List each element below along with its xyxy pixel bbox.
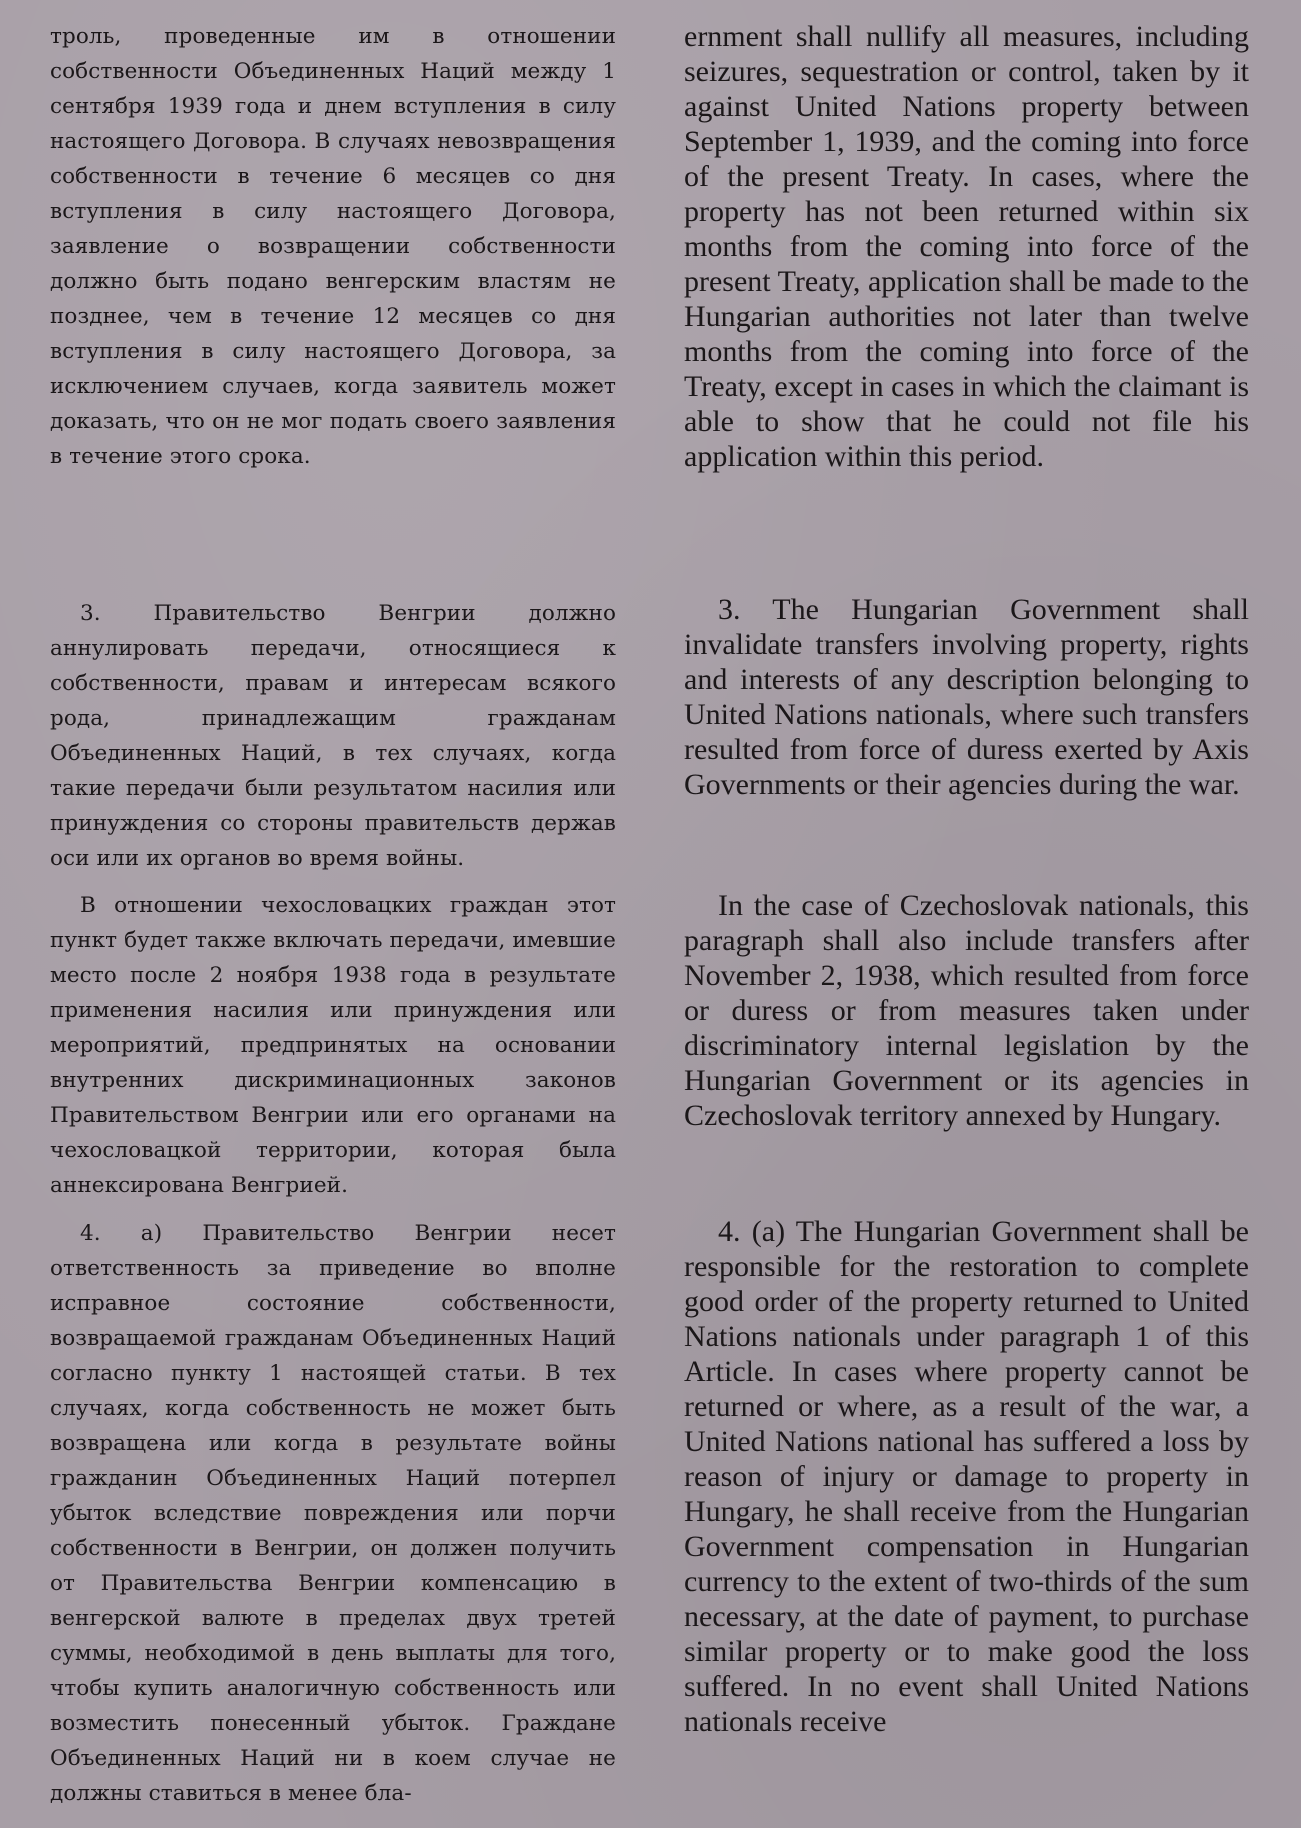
russian-paragraph-3: 3. Правительство Венгрии должно аннулировать передачи, относящиеся к собственности, правам и интересам всякого рода, принадлежащим гражданам Объединенных Наций, в тех случаях, когда такие передачи были результатом насилия или принуждения со стороны правительств держав оси или их органов во время войны.: [50, 601, 616, 871]
russian-paragraph-3-czechoslovak: В отношении чехословацких граждан этот пункт будет также включать передачи, имевшие место после 2 ноября 1938 года в результате применения насилия или принуждения или мероприятий, предпринятых на основании внутренних дискриминационных законов Правительством Венгрии или его органами на чехословацкой территории, которая была аннексирована Венгрией.: [50, 893, 616, 1198]
russian-paragraph-4a: 4. а) Правительство Венгрии несет ответственность за приведение во вполне исправное состояние собственности, возвращаемой гражданам Объединенных Наций согласно пункту 1 настоящей статьи. В тех случаях, когда собственность не может быть возвращена или когда в результате войны гражданин Объединенных Наций потерпел убыток вследствие повреждения или порчи собственности в Венгрии, он должен получить от Правительства Венгрии компенсацию в венгерской валюте в пределах двух третей суммы, необходимой в день выплаты для того, чтобы купить аналогичную собственность или возместить понесенный убыток. Граждане Объединенных Наций ни в коем случае не должны ставиться в менее бла-: [50, 1221, 616, 1806]
english-paragraph-continuation: ernment shall nullify all measures, including seizures, sequestration or control, taken by it against United Nations property between September 1, 1939, and the coming into force of the present Treaty. In cases, where the property has not been returned within six months from the coming into force of the present Treaty, application shall be made to the Hungarian authorities not later than twelve months from the coming into force of the Treaty, except in cases in which the claimant is able to show that he could not file his application within this period.: [684, 20, 1249, 473]
russian-paragraph-continuation: троль, проведенные им в отношении собственности Объединенных Наций между 1 сентября 1939 года и днем вступления в силу настоящего Договора. В случаях невозвращения собственности в течение 6 месяцев со дня вступления в силу настоящего Договора, заявление о возвращении собственности должно быть подано венгерским властям не позднее, чем в течение 12 месяцев со дня вступления в силу настоящего Договора, за исключением случаев, когда заявитель может доказать, что он не мог подать своего заявления в течение этого срока.: [50, 24, 616, 469]
english-paragraph-4a: 4. (a) The Hungarian Government shall be responsible for the restoration to complete good order of the property returned to United Nations nationals under paragraph 1 of this Article. In cases where property cannot be returned or where, as a result of the war, a United Nations national has suffered a loss by reason of injury or damage to property in Hungary, he shall receive from the Hungarian Government compensation in Hungarian currency to the extent of two-thirds of the sum necessary, at the date of payment, to purchase similar property or to make good the loss suffered. In no event shall United Nations nationals receive: [684, 1215, 1249, 1738]
english-paragraph-3-czechoslovak: In the case of Czechoslovak nationals, this paragraph shall also include transfers after November 2, 1938, which resulted from force or duress or from measures taken under discriminatory internal legislation by the Hungarian Government or its agencies in Czechoslovak territory annexed by Hungary.: [684, 889, 1249, 1132]
english-paragraph-3: 3. The Hungarian Government shall invalidate transfers involving property, rights and interests of any description belonging to United Nations nationals, where such transfers resulted from force of duress exerted by Axis Governments or their agencies during the war.: [684, 593, 1249, 801]
